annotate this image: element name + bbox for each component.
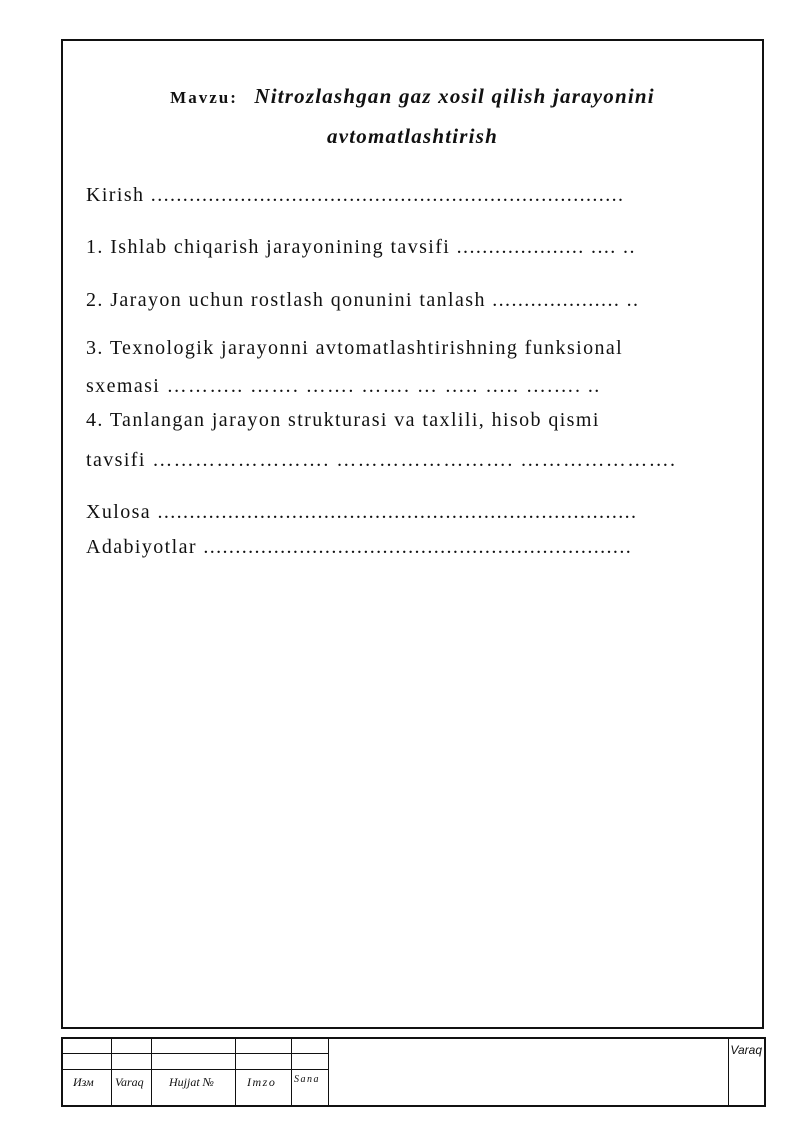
toc-item-3-line-2: sxemasi ……….. ……. ……. ……. … ….. ….. ….…. .. xyxy=(86,375,601,397)
stamp-izm-label: Изм xyxy=(73,1075,94,1089)
topic-label: Mavzu: xyxy=(170,88,238,107)
stamp-sheet-label: Varaq xyxy=(730,1043,762,1057)
stamp-row-divider-1 xyxy=(63,1053,328,1054)
stamp-row-divider-2 xyxy=(63,1069,328,1070)
stamp-col-divider-3 xyxy=(235,1039,236,1105)
page-title xyxy=(63,77,762,155)
toc-item-4-line-1: 4. Tanlangan jarayon strukturasi va taxlili, hisob qismi xyxy=(86,409,600,431)
topic-text-1: Nitrozlashgan gaz xosil qilish jarayonini xyxy=(254,84,655,108)
toc-item-3-line-1: 3. Texnologik jarayonni avtomatlashtirishning funksional xyxy=(86,337,624,359)
stamp-date-label: Sana xyxy=(294,1074,320,1085)
stamp-col-divider-1 xyxy=(111,1039,112,1105)
toc-item-4-line-2: tavsifi ……………………. ……………………. …………………. xyxy=(86,449,677,471)
stamp-col-divider-2 xyxy=(151,1039,152,1105)
page-frame xyxy=(61,39,764,1029)
toc-item-1: 1. Ishlab chiqarish jarayonining tavsifi .................... .... .. xyxy=(86,236,636,258)
stamp-col-divider-6 xyxy=(728,1039,729,1105)
toc-conclusion: Xulosa ........................................................................... xyxy=(86,501,638,523)
toc-references: Adabiyotlar ................................................................... xyxy=(86,536,633,558)
topic-text-2: avtomatlashtirish xyxy=(327,124,498,148)
stamp-signature-label: Imzo xyxy=(247,1075,277,1089)
title-block-stamp xyxy=(61,1037,766,1107)
stamp-document-number-label: Hujjat № xyxy=(169,1075,214,1089)
stamp-varaq-label: Varaq xyxy=(115,1075,144,1089)
title-line-1 xyxy=(63,77,762,117)
stamp-col-divider-5 xyxy=(328,1039,329,1105)
toc-intro: Kirish .......................................................................... xyxy=(86,184,625,206)
stamp-col-divider-4 xyxy=(291,1039,292,1105)
toc-item-2: 2. Jarayon uchun rostlash qonunini tanlash .................... .. xyxy=(86,289,640,311)
